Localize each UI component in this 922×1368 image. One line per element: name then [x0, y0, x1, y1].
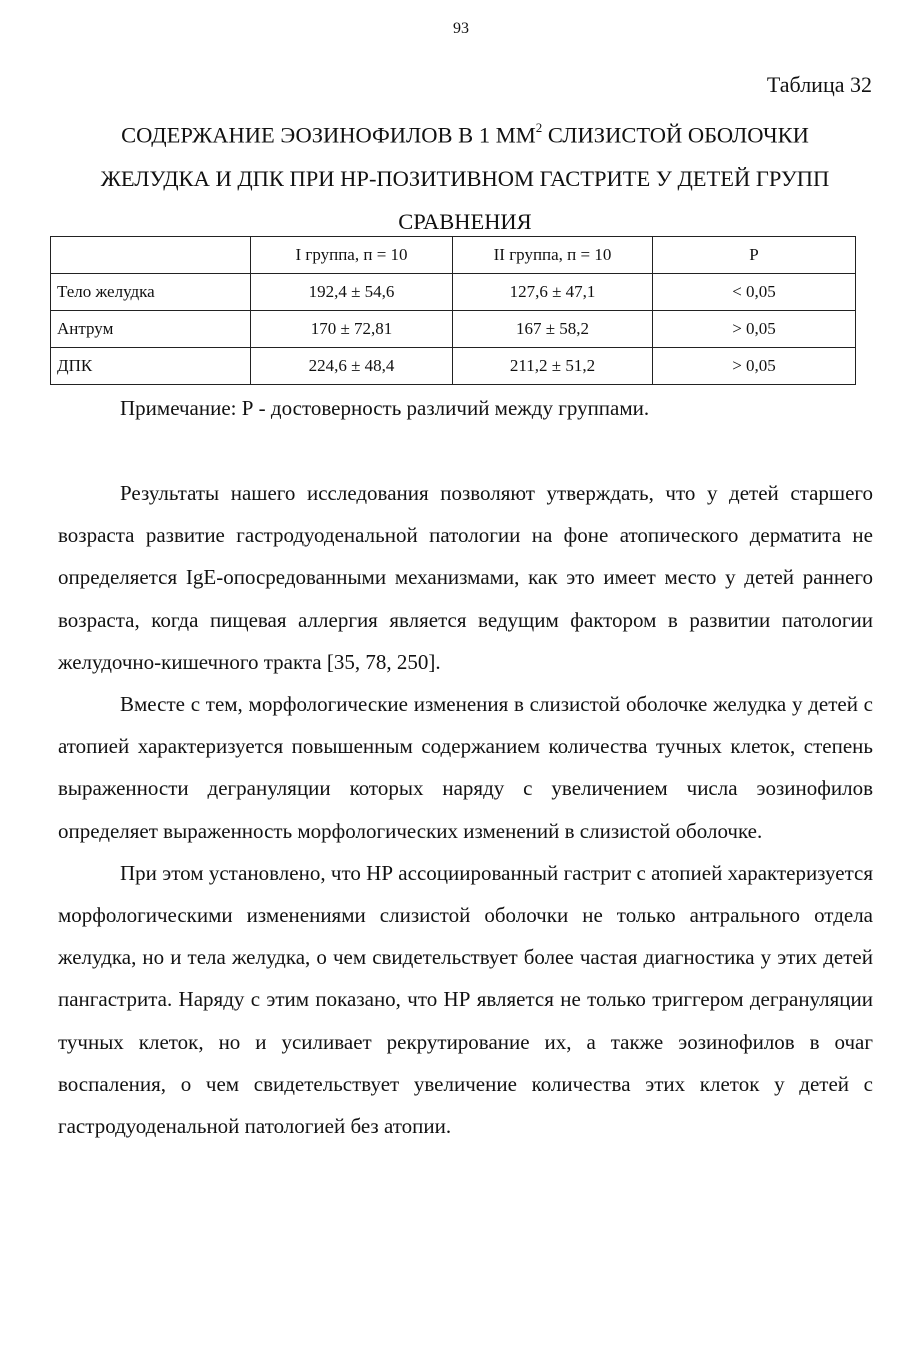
table-row	[51, 274, 856, 311]
group-1-value: 170 ± 72,81	[251, 311, 453, 348]
group-1-value: 224,6 ± 48,4	[251, 348, 453, 385]
row-label: ДПК	[51, 348, 251, 385]
table-row	[51, 348, 856, 385]
table-note: Примечание: Р - достоверность различий между группами.	[120, 396, 650, 420]
page-number: 93	[453, 20, 469, 37]
header-group-1: I группа, п = 10	[251, 237, 453, 274]
table-header-row	[51, 237, 856, 274]
title-line-3: СРАВНЕНИЯ	[398, 208, 532, 234]
p-value: > 0,05	[653, 348, 856, 385]
paragraph: Вместе с тем, морфологические изменения в слизистой оболочке желудка у детей с атопией характеризуется повышенным содержанием количества тучных клеток, степень выраженности дегрануляции которых наряду с увеличением числа эозинофилов определяет выраженность морфологических изменений в слизистой оболочке.	[58, 692, 873, 843]
header-cell-empty	[51, 237, 251, 274]
table-label: Таблица 32	[766, 72, 872, 97]
row-label: Антрум	[51, 311, 251, 348]
p-value: < 0,05	[653, 274, 856, 311]
body-text	[58, 472, 873, 1147]
title-line-1-text: СОДЕРЖАНИЕ ЭОЗИНОФИЛОВ В 1 ММ	[121, 122, 536, 148]
paragraph: Результаты нашего исследования позволяют утверждать, что у детей старшего возраста развитие гастродуоденальной патологии на фоне атопического дерматита не определяется IgE-опосредованными механизмами, как это имеет место у детей раннего возраста, когда пищевая аллергия является ведущим фактором в развитии патологии желудочно-кишечного тракта [35, 78, 250].	[58, 481, 873, 674]
p-value: > 0,05	[653, 311, 856, 348]
table-row	[51, 311, 856, 348]
paragraph: При этом установлено, что НР ассоциированный гастрит с атопией характеризуется морфологическими изменениями слизистой оболочки не только антрального отдела желудка, но и тела желудка, о чем свидетельствует более частая диагностика у этих детей пангастрита. Наряду с этим показано, что НР является не только триггером дегрануляции тучных клеток, но и усиливает рекрутирование их, а также эозинофилов в очаг воспаления, о чем свидетельствует увеличение количества этих клеток у детей с гастродуоденальной патологией без атопии.	[58, 860, 873, 1139]
header-p-value: Р	[653, 237, 856, 274]
title-line-2: ЖЕЛУДКА И ДПК ПРИ НР-ПОЗИТИВНОМ ГАСТРИТЕ У ДЕТЕЙ ГРУПП	[100, 165, 830, 191]
table-title	[40, 108, 890, 243]
eosinophil-table	[50, 236, 856, 385]
row-label: Тело желудка	[51, 274, 251, 311]
title-line-1	[40, 108, 890, 157]
group-2-value: 167 ± 58,2	[453, 311, 653, 348]
group-2-value: 211,2 ± 51,2	[453, 348, 653, 385]
header-group-2: II группа, п = 10	[453, 237, 653, 274]
group-2-value: 127,6 ± 47,1	[453, 274, 653, 311]
title-line-1-text-end: СЛИЗИСТОЙ ОБОЛОЧКИ	[542, 122, 809, 148]
group-1-value: 192,4 ± 54,6	[251, 274, 453, 311]
title-superscript: 2	[535, 120, 543, 135]
